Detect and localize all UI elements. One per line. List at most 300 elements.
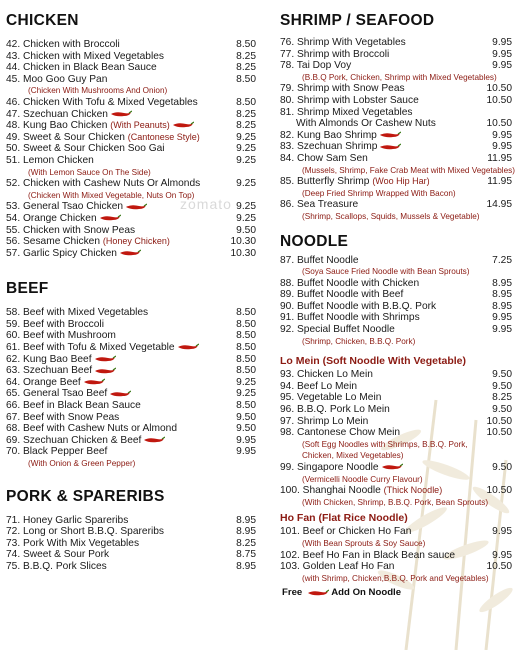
menu-item-name [280, 462, 403, 474]
item-name-text: 46. Chicken With Tofu & Mixed Vegetables [6, 96, 198, 108]
menu-item [6, 549, 256, 561]
chili-icon [110, 110, 132, 118]
menu-item-name [280, 289, 403, 301]
menu-item-description [280, 165, 515, 177]
item-name-text: 88. Buffet Noodle with Chicken [280, 277, 420, 289]
description-text: (With Bean Sprouts & Soy Sauce) [302, 538, 426, 548]
menu-item [6, 178, 256, 190]
section-title-lomein: Lo Mein (Soft Noodle With Vegetable) [280, 355, 466, 368]
menu-item-name [6, 120, 194, 132]
lomein-list [280, 369, 512, 508]
menu-item [280, 392, 512, 404]
right-column [280, 0, 515, 599]
menu-item-price: 8.95 [236, 560, 256, 572]
menu-item-price: 9.95 [492, 549, 512, 561]
menu-item-name [280, 83, 405, 95]
item-name-text: 52. Chicken with Cashew Nuts Or Almonds [6, 178, 201, 190]
menu-item-price: 9.95 [492, 60, 512, 72]
menu-item [6, 248, 256, 260]
menu-item-name [6, 143, 165, 155]
menu-item [6, 538, 256, 550]
menu-item-price: 11.95 [487, 176, 512, 188]
item-name-text: 47. Szechuan Chicken [6, 108, 108, 120]
menu-item-price: 10.50 [486, 485, 512, 497]
menu-item-price: 9.95 [236, 434, 256, 446]
item-name-text: 95. Vegetable Lo Mein [280, 392, 382, 404]
menu-item-description [280, 497, 512, 509]
menu-item-name [280, 37, 406, 49]
menu-item-price: 8.95 [236, 514, 256, 526]
menu-item-price: 10.50 [486, 427, 512, 439]
menu-item [280, 381, 512, 393]
menu-item [280, 485, 512, 497]
menu-item-price: 9.50 [236, 411, 256, 423]
menu-item-price: 9.95 [492, 526, 512, 538]
menu-item-description [280, 573, 512, 585]
menu-item-price: 9.95 [492, 129, 512, 141]
menu-item-price: 10.50 [486, 415, 512, 427]
menu-item-name [6, 549, 109, 561]
menu-item-name [6, 354, 116, 366]
menu-item-name [280, 199, 358, 211]
menu-item-price: 9.95 [492, 312, 512, 324]
menu-item-name [6, 155, 94, 167]
menu-item [6, 319, 256, 331]
chili-icon [379, 143, 401, 151]
menu-item-price: 9.25 [236, 201, 256, 213]
menu-item [280, 83, 512, 95]
free-text: Add On Noodle [331, 587, 402, 599]
menu-item-price: 8.50 [236, 342, 256, 354]
menu-item-name [6, 213, 121, 225]
menu-item-price: 8.95 [492, 277, 512, 289]
menu-item-name [280, 312, 420, 324]
menu-item-name [6, 74, 107, 86]
menu-item-name [296, 118, 436, 130]
menu-item-name [6, 178, 200, 190]
menu-item-name [280, 561, 394, 573]
menu-item-description [6, 85, 256, 97]
menu-item [6, 39, 256, 51]
item-note: (Woo Hip Har) [372, 176, 430, 187]
item-name-text: 55. Chicken with Snow Peas [6, 224, 136, 236]
menu-item-price: 9.50 [492, 404, 512, 416]
description-text: (Soft Egg Noodles with Shrimps, B.B.Q. Pork, [302, 439, 468, 449]
menu-item [280, 301, 512, 313]
menu-item-price: 8.95 [492, 300, 512, 312]
description-text: (Mussels, Shrimp, Fake Crab Meat with Mixed Vegetables) [302, 165, 515, 175]
menu-item-price: 8.50 [236, 330, 256, 342]
menu-item-name [280, 95, 419, 107]
menu-item-name [280, 427, 400, 439]
menu-item [6, 446, 256, 458]
item-name-text: 61. Beef with Tofu & Mixed Vegetable [6, 342, 175, 354]
item-name-text: 72. Long or Short B.B.Q. Spareribs [6, 526, 164, 538]
menu-item [6, 526, 256, 538]
menu-item-name [6, 423, 177, 435]
item-name-text: 44. Chicken in Black Bean Sauce [6, 62, 157, 74]
menu-item-price: 9.25 [236, 212, 256, 224]
item-name-text: 84. Chow Sam Sen [280, 152, 368, 164]
item-name-text: With Almonds Or Cashew Nuts [296, 118, 436, 130]
item-name-text: 69. Szechuan Chicken & Beef [6, 434, 142, 446]
menu-item-name [6, 248, 141, 260]
menu-item-name [280, 107, 413, 119]
item-name-text: 76. Shrimp With Vegetables [280, 37, 406, 48]
section-title-noodle: NOODLE [280, 232, 349, 250]
menu-item-price: 9.95 [492, 141, 512, 153]
item-name-text: 73. Pork With Mix Vegetables [6, 537, 140, 549]
menu-item [6, 515, 256, 527]
menu-item [6, 377, 256, 389]
menu-item-name [6, 132, 200, 144]
item-name-text: 42. Chicken with Broccoli [6, 39, 120, 50]
menu-item-description [280, 188, 512, 200]
menu-item-price: 9.50 [236, 423, 256, 435]
chili-icon [109, 390, 131, 398]
menu-item [280, 324, 512, 336]
menu-item [280, 37, 512, 49]
menu-item-name [6, 365, 116, 377]
item-name-text: 67. Beef with Snow Peas [6, 411, 120, 423]
item-name-text: 43. Chicken with Mixed Vegetables [6, 50, 164, 62]
menu-item-name [6, 446, 107, 458]
menu-item-price: 9.95 [236, 446, 256, 458]
item-name-text: 59. Beef with Broccoli [6, 318, 104, 330]
item-name-text: 82. Kung Bao Shrimp [280, 129, 377, 141]
item-name-text: 101. Beef or Chicken Ho Fan [280, 526, 412, 538]
hofan-list [280, 526, 512, 584]
menu-item-description [280, 211, 512, 223]
menu-item-price: 8.50 [236, 96, 256, 108]
item-name-text: 71. Honey Garlic Spareribs [6, 514, 129, 526]
item-name-text: 86. Sea Treasure [280, 199, 359, 211]
menu-item-price: 14.95 [486, 199, 512, 211]
menu-item-name [280, 176, 430, 188]
chicken-list [6, 39, 256, 259]
menu-item [280, 95, 512, 107]
menu-item [6, 213, 256, 225]
section-title-shrimp: SHRIMP / SEAFOOD [280, 12, 435, 29]
menu-item [280, 369, 512, 381]
menu-item-name [280, 153, 368, 165]
menu-item-price: 9.25 [236, 376, 256, 388]
menu-item [280, 561, 512, 573]
menu-item [280, 141, 512, 153]
menu-item [280, 427, 512, 439]
menu-item-price: 9.50 [236, 224, 256, 236]
item-name-text: 57. Garlic Spicy Chicken [6, 247, 117, 259]
item-name-text: 81. Shrimp Mixed Vegetables [280, 106, 413, 118]
description-text: (Vermicelli Noodle Curry Flavour) [302, 474, 423, 484]
item-name-text: 97. Shrimp Lo Mein [280, 415, 369, 427]
chili-icon [119, 249, 141, 257]
description-text: (Soya Sauce Fried Noodle with Bean Sprouts) [302, 267, 470, 277]
menu-item-price: 8.25 [236, 108, 256, 120]
menu-item-name [6, 435, 165, 447]
menu-item-price: 10.30 [230, 247, 256, 259]
item-name-text: 74. Sweet & Sour Pork [6, 549, 110, 561]
menu-item [280, 255, 512, 267]
item-name-text: 65. General Tsao Beef [6, 388, 108, 400]
menu-item-name [6, 109, 132, 121]
item-name-text: 58. Beef with Mixed Vegetables [6, 307, 149, 319]
item-name-text: 98. Cantonese Chow Mein [280, 427, 401, 439]
menu-item [6, 62, 256, 74]
item-name-text: 103. Golden Leaf Ho Fan [280, 561, 395, 573]
menu-item [280, 416, 512, 428]
menu-item-name [6, 225, 135, 237]
item-name-text: 70. Black Pepper Beef [6, 446, 108, 458]
menu-item-name [280, 392, 381, 404]
menu-item-price: 8.25 [236, 537, 256, 549]
description-text: (Shrimp, Chicken, B.B.Q. Pork) [302, 336, 416, 346]
description-text: (With Onion & Green Pepper) [28, 459, 136, 468]
item-name-text: 90. Buffet Noodle with B.B.Q. Pork [280, 300, 437, 312]
menu-item-price: 9.25 [236, 388, 256, 400]
menu-item [6, 307, 256, 319]
menu-item-name [6, 236, 170, 248]
item-name-text: 94. Beef Lo Mein [280, 380, 358, 392]
menu-item-name [6, 97, 198, 109]
item-name-text: 45. Moo Goo Guy Pan [6, 73, 108, 85]
chili-icon [172, 121, 194, 129]
description-text: (With Lemon Sauce On The Side) [28, 167, 151, 177]
menu-item-name [280, 49, 389, 61]
menu-item-price: 9.95 [492, 37, 512, 48]
item-name-text: 85. Butterfly Shrimp [280, 176, 370, 188]
menu-item [280, 312, 512, 324]
menu-item-name [280, 141, 401, 153]
menu-item-price: 8.25 [236, 62, 256, 74]
item-name-text: 79. Shrimp with Snow Peas [280, 83, 405, 95]
menu-item [6, 155, 256, 167]
menu-item-name [6, 319, 104, 331]
menu-item-name [280, 416, 368, 428]
menu-item-name [280, 278, 419, 290]
menu-item-price: 10.50 [486, 118, 512, 130]
menu-item-price: 9.95 [492, 48, 512, 60]
menu-item-description [280, 538, 512, 550]
menu-item-name [280, 526, 411, 538]
item-note: (Cantonese Style) [127, 131, 200, 142]
menu-item-price: 8.50 [236, 307, 256, 319]
item-name-text: 53. General Tsao Chicken [6, 201, 124, 213]
menu-item-price: 11.95 [487, 152, 512, 164]
menu-item-name [280, 550, 455, 562]
menu-item [280, 462, 512, 474]
chili-icon [94, 367, 116, 375]
menu-item-price: 8.25 [236, 50, 256, 62]
item-name-text: 78. Tai Dop Voy [280, 60, 352, 72]
item-name-text: 49. Sweet & Sour Chicken [6, 131, 125, 143]
menu-item [6, 201, 256, 213]
chili-icon [125, 203, 147, 211]
menu-item [280, 118, 512, 130]
description-text: (with Shrimp, Chicken,B.B.Q. Pork and Vegetables) [302, 573, 489, 583]
shrimp-list [280, 37, 515, 223]
menu-item-name [6, 201, 147, 213]
menu-item-name [6, 526, 164, 538]
menu-item [6, 143, 256, 155]
menu-item [280, 550, 512, 562]
menu-item [6, 365, 256, 377]
item-name-text: 64. Orange Beef [6, 376, 81, 388]
menu-item-name [280, 324, 395, 336]
chili-icon [381, 463, 403, 471]
chili-icon [177, 343, 199, 351]
item-note: (Thick Noodle) [383, 485, 443, 496]
menu-item-price: 8.75 [236, 549, 256, 561]
chili-icon [94, 355, 116, 363]
item-name-text: 83. Szechuan Shrimp [280, 141, 378, 153]
menu-item-price: 8.50 [236, 318, 256, 330]
beef-list [6, 307, 256, 469]
menu-item [6, 236, 256, 248]
description-text: Chicken, Mixed Vegetables) [302, 451, 404, 461]
menu-item-name [280, 301, 436, 313]
description-text: (Chicken With Mushrooms And Onion) [28, 86, 168, 96]
chili-icon [143, 436, 165, 444]
menu-item-price: 10.30 [230, 236, 256, 248]
item-name-text: 92. Special Buffet Noodle [280, 324, 395, 336]
menu-item-description [280, 72, 512, 84]
menu-item-description [6, 190, 256, 202]
menu-item [6, 330, 256, 342]
menu-item-description [280, 474, 512, 486]
menu-item-name [280, 404, 390, 416]
menu-item [280, 404, 512, 416]
watermark: zomato [180, 196, 232, 212]
menu-item [6, 132, 256, 144]
description-text: (Shrimp, Scallops, Squids, Mussels & Vegetable) [302, 211, 480, 221]
menu-item [280, 289, 512, 301]
chili-icon [379, 131, 401, 139]
menu-item [6, 225, 256, 237]
free-add-on-line [280, 587, 512, 598]
menu-item-price: 8.95 [236, 526, 256, 538]
section-title-beef: BEEF [6, 280, 49, 298]
menu-item-name [280, 485, 442, 497]
description-text: (B.B.Q Pork, Chicken, Shrimp with Mixed Vegetables) [302, 72, 497, 82]
description-text: (Chicken With Mixed Vegetable, Nuts On Top) [28, 190, 195, 200]
item-name-text: 96. B.B.Q. Pork Lo Mein [280, 404, 390, 416]
item-name-text: 56. Sesame Chicken [6, 236, 101, 248]
menu-item [6, 342, 256, 354]
item-name-text: 75. B.B.Q. Pork Slices [6, 560, 107, 572]
item-name-text: 63. Szechuan Beef [6, 365, 93, 377]
item-name-text: 66. Beef in Black Bean Sauce [6, 400, 141, 412]
menu-item-description [280, 439, 512, 451]
description-text: (With Chicken, Shrimp, B.B.Q. Pork, Bean Sprouts) [302, 497, 489, 507]
section-title-hofan: Ho Fan (Flat Rice Noodle) [280, 512, 408, 525]
menu-item [280, 526, 512, 538]
item-name-text: 93. Chicken Lo Mein [280, 369, 373, 381]
menu-item [280, 199, 512, 211]
menu-item-price: 8.50 [236, 400, 256, 412]
menu-item-price: 8.50 [236, 353, 256, 365]
item-name-text: 51. Lemon Chicken [6, 154, 94, 166]
menu-item [280, 107, 512, 119]
menu-item-name [6, 400, 141, 412]
menu-item-price: 10.50 [486, 561, 512, 573]
menu-item-name [6, 561, 107, 573]
menu-item [6, 74, 256, 86]
menu-item-description [6, 167, 256, 179]
menu-item-description [280, 266, 512, 278]
item-name-text: 60. Beef with Mushroom [6, 330, 116, 342]
menu-item-price: 9.25 [236, 154, 256, 166]
menu-item-price: 9.95 [492, 324, 512, 336]
chili-icon [307, 589, 329, 597]
menu-item-price: 8.50 [236, 365, 256, 377]
menu-item-price: 9.25 [236, 178, 256, 190]
menu-item-name [6, 307, 148, 319]
menu-item-price: 9.50 [492, 462, 512, 473]
menu-item [6, 412, 256, 424]
item-name-text: 50. Sweet & Sour Chicken Soo Gai [6, 143, 165, 155]
menu-item [6, 354, 256, 366]
item-name-text: 87. Buffet Noodle [280, 254, 359, 266]
menu-item-name [6, 515, 128, 527]
menu-item [6, 97, 256, 109]
menu-item-name [6, 62, 157, 74]
chili-icon [99, 214, 121, 222]
menu-item-name [6, 377, 105, 389]
menu-item-name [280, 130, 401, 142]
menu-item-price: 7.25 [492, 254, 512, 266]
menu-item [280, 278, 512, 290]
item-name-text: 99. Singapore Noodle [280, 462, 379, 473]
menu-item-name [6, 51, 164, 63]
menu-item-description [6, 458, 256, 470]
menu-item-price: 8.95 [492, 289, 512, 301]
menu-item-name [6, 388, 131, 400]
menu-item-name [6, 342, 199, 354]
section-title-pork: PORK & SPARERIBS [6, 487, 165, 505]
menu-item-price: 8.25 [492, 392, 512, 404]
menu-item [6, 388, 256, 400]
menu-item [280, 176, 512, 188]
menu-item-name [6, 39, 120, 51]
menu-item [6, 423, 256, 435]
menu-item [280, 60, 512, 72]
menu-item-name [6, 412, 119, 424]
menu-item [280, 153, 512, 165]
menu-item-price: 8.50 [236, 73, 256, 85]
item-name-text: 100. Shanghai Noodle [280, 485, 381, 497]
noodle-list [280, 255, 512, 348]
description-text: (Deep Fried Shrimp Wrapped With Bacon) [302, 188, 456, 198]
menu-item-price: 8.50 [236, 39, 256, 50]
menu-item-name [280, 60, 351, 72]
item-name-text: 91. Buffet Noodle with Shrimps [280, 312, 420, 324]
menu-item-name [280, 369, 373, 381]
item-name-text: 62. Kung Bao Beef [6, 353, 92, 365]
section-title-chicken: CHICKEN [6, 12, 79, 29]
menu-item [6, 400, 256, 412]
item-name-text: 89. Buffet Noodle with Beef [280, 289, 404, 301]
menu-item-price: 8.25 [236, 120, 256, 132]
menu-item [280, 130, 512, 142]
left-column [6, 0, 256, 573]
menu-item-price: 9.25 [236, 131, 256, 143]
item-note: (With Peanuts) [110, 120, 170, 131]
menu-item [6, 120, 256, 132]
item-note: (Honey Chicken) [102, 236, 170, 247]
menu-item-price: 9.25 [236, 143, 256, 155]
menu-item [6, 435, 256, 447]
